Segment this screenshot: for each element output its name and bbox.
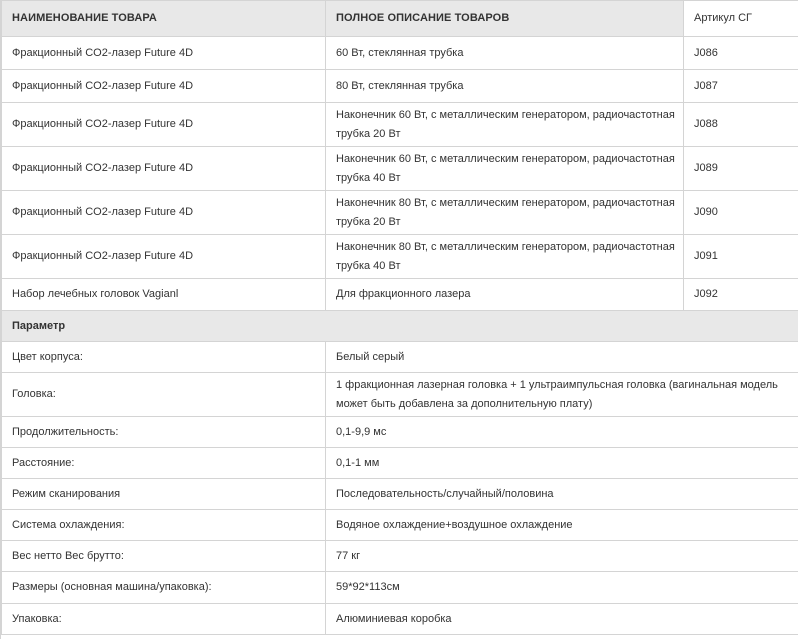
param-value-cell: 0,1-1 мм	[326, 448, 799, 479]
product-row	[2, 37, 799, 70]
product-name-cell: Фракционный CO2-лазер Future 4D	[2, 235, 326, 279]
product-row	[2, 279, 799, 311]
product-description-cell: Наконечник 60 Вт, с металлическим генератором, радиочастотная трубка 20 Вт	[326, 103, 684, 147]
product-name-cell: Фракционный CO2-лазер Future 4D	[2, 70, 326, 103]
product-article-cell: J092	[684, 279, 799, 311]
product-row	[2, 235, 799, 279]
params-section-row	[2, 311, 799, 342]
product-description-cell: 60 Вт, стеклянная трубка	[326, 37, 684, 70]
product-description-cell: Наконечник 80 Вт, с металлическим генератором, радиочастотная трубка 20 Вт	[326, 191, 684, 235]
product-row	[2, 70, 799, 103]
param-row	[2, 604, 799, 635]
param-value-cell: Водяное охлаждение+воздушное охлаждение	[326, 510, 799, 541]
product-article-cell: J088	[684, 103, 799, 147]
param-row	[2, 373, 799, 417]
param-value-cell: 59*92*113см	[326, 572, 799, 604]
param-label-cell: Расстояние:	[2, 448, 326, 479]
product-description-cell: Наконечник 80 Вт, с металлическим генератором, радиочастотная трубка 40 Вт	[326, 235, 684, 279]
param-row	[2, 510, 799, 541]
product-name-cell: Набор лечебных головок Vagianl	[2, 279, 326, 311]
param-label-cell: Режим сканирования	[2, 479, 326, 510]
product-description-cell: 80 Вт, стеклянная трубка	[326, 70, 684, 103]
product-article-cell: J086	[684, 37, 799, 70]
param-value-cell: Белый серый	[326, 342, 799, 373]
param-value-cell: 77 кг	[326, 541, 799, 572]
param-value-cell: Алюминиевая коробка	[326, 604, 799, 635]
product-row	[2, 103, 799, 147]
product-row	[2, 147, 799, 191]
product-name-cell: Фракционный CO2-лазер Future 4D	[2, 103, 326, 147]
param-row	[2, 448, 799, 479]
product-description-cell: Для фракционного лазера	[326, 279, 684, 311]
product-article-cell: J091	[684, 235, 799, 279]
param-row	[2, 479, 799, 510]
params-section-title: Параметр	[2, 311, 799, 342]
product-article-cell: J087	[684, 70, 799, 103]
param-label-cell: Размеры (основная машина/упаковка):	[2, 572, 326, 604]
product-name-cell: Фракционный CO2-лазер Future 4D	[2, 191, 326, 235]
header-description: ПОЛНОЕ ОПИСАНИЕ ТОВАРОВ	[326, 1, 684, 37]
param-label-cell: Цвет корпуса:	[2, 342, 326, 373]
param-row	[2, 417, 799, 448]
product-spec-table	[1, 0, 798, 635]
param-label-cell: Головка:	[2, 373, 326, 417]
param-label-cell: Продолжительность:	[2, 417, 326, 448]
param-row	[2, 541, 799, 572]
param-value-cell: Последовательность/случайный/половина	[326, 479, 799, 510]
param-row	[2, 572, 799, 604]
param-label-cell: Система охлаждения:	[2, 510, 326, 541]
product-name-cell: Фракционный CO2-лазер Future 4D	[2, 147, 326, 191]
header-product-name: НАИМЕНОВАНИЕ ТОВАРА	[2, 1, 326, 37]
param-value-cell: 1 фракционная лазерная головка + 1 ультраимпульсная головка (вагинальная модель может быть добавлена за дополнительную плату)	[326, 373, 799, 417]
table-header-row	[2, 1, 799, 37]
product-article-cell: J089	[684, 147, 799, 191]
header-article: Артикул СГ	[684, 1, 799, 37]
param-label-cell: Вес нетто Вес брутто:	[2, 541, 326, 572]
param-label-cell: Упаковка:	[2, 604, 326, 635]
product-row	[2, 191, 799, 235]
param-value-cell: 0,1-9,9 мс	[326, 417, 799, 448]
product-description-cell: Наконечник 60 Вт, с металлическим генератором, радиочастотная трубка 40 Вт	[326, 147, 684, 191]
param-row	[2, 342, 799, 373]
product-article-cell: J090	[684, 191, 799, 235]
product-name-cell: Фракционный CO2-лазер Future 4D	[2, 37, 326, 70]
